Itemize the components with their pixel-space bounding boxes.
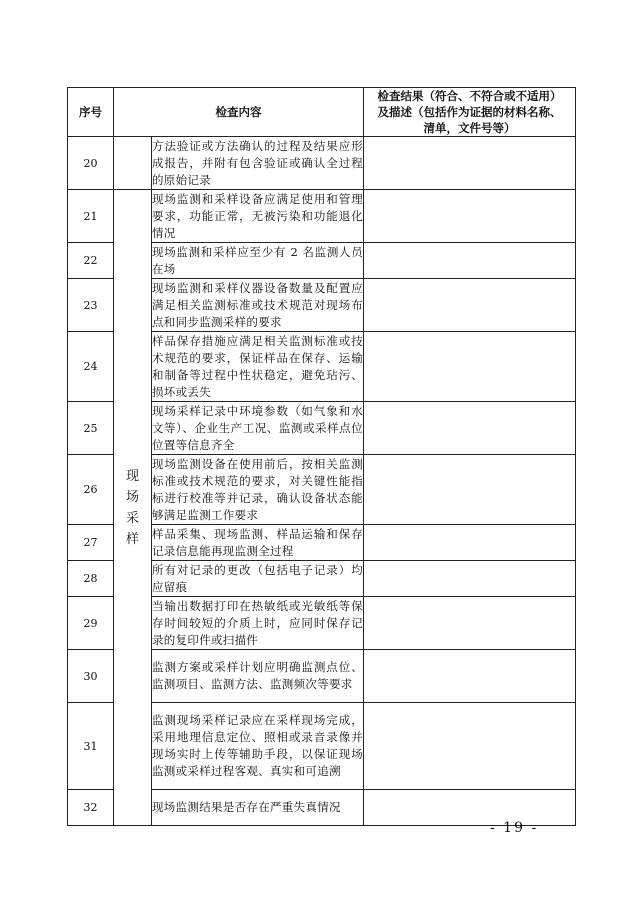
- category-cell-empty: [114, 137, 152, 190]
- row-result: [364, 790, 576, 826]
- checklist-table: [67, 87, 576, 826]
- row-seq: 21: [68, 190, 114, 243]
- category-cell: [114, 190, 152, 826]
- row-result: [364, 597, 576, 650]
- row-seq: 30: [68, 650, 114, 703]
- page-number: - 19 -: [490, 820, 539, 836]
- row-result: [364, 279, 576, 332]
- row-content: 现场监测设备在使用前后，按相关监测标准或技术规范的要求，对关键性能指标进行校准等并记录，确认设备状态能够满足监测工作要求: [152, 455, 364, 525]
- row-result: [364, 703, 576, 790]
- row-content: 监测方案或采样计划应明确监测点位、监测项目、监测方法、监测频次等要求: [152, 650, 364, 703]
- row-seq: 32: [68, 790, 114, 826]
- row-seq: 28: [68, 561, 114, 597]
- row-seq: 20: [68, 137, 114, 190]
- row-seq: 29: [68, 597, 114, 650]
- row-content: 监测现场采样记录应在采样现场完成，采用地理信息定位、照相或录音录像并现场实时上传等辅助手段，以保证现场监测或采样过程客观、真实和可追溯: [152, 703, 364, 790]
- row-content: 样品采集、现场监测、样品运输和保存记录信息能再现监测全过程: [152, 525, 364, 561]
- row-content: 当输出数据打印在热敏纸或光敏纸等保存时间较短的介质上时，应同时保存记录的复印件或扫描件: [152, 597, 364, 650]
- row-result: [364, 650, 576, 703]
- row-result: [364, 332, 576, 402]
- row-content: 方法验证或方法确认的过程及结果应形成报告，并附有包含验证或确认全过程的原始记录: [152, 137, 364, 190]
- header-row: [68, 88, 576, 137]
- row-result: [364, 137, 576, 190]
- row-seq: 26: [68, 455, 114, 525]
- result-header: [364, 88, 576, 137]
- seq-header: 序号: [68, 88, 114, 137]
- category-label: 现场采样: [125, 468, 139, 547]
- row-content: 现场监测和采样仪器设备数量及配置应满足相关监测标准或技术规范对现场布点和同步监测采样的要求: [152, 279, 364, 332]
- row-content: 所有对记录的更改（包括电子记录）均应留痕: [152, 561, 364, 597]
- row-result: [364, 455, 576, 525]
- result-header-line2: 及描述（包括作为证据的材料名称、: [377, 105, 562, 119]
- row-seq: 31: [68, 703, 114, 790]
- row-content: 现场监测和采样应至少有 2 名监测人员在场: [152, 243, 364, 279]
- row-seq: 27: [68, 525, 114, 561]
- row-seq: 25: [68, 402, 114, 455]
- table-row: [68, 137, 576, 190]
- row-content: 现场监测结果是否存在严重失真情况: [152, 790, 364, 826]
- row-result: [364, 561, 576, 597]
- result-header-line3: 清单，文件号等）: [423, 121, 516, 135]
- row-content: 现场采样记录中环境参数（如气象和水文等）、企业生产工况、监测或采样点位位置等信息齐全: [152, 402, 364, 455]
- content-header: 检查内容: [114, 88, 364, 137]
- table-row: [68, 190, 576, 243]
- row-result: [364, 243, 576, 279]
- result-header-line1: 检查结果（符合、不符合或不适用）: [377, 89, 562, 103]
- row-result: [364, 525, 576, 561]
- row-seq: 24: [68, 332, 114, 402]
- row-seq: 22: [68, 243, 114, 279]
- row-content: 样品保存措施应满足相关监测标准或技术规范的要求，保证样品在保存、运输和制备等过程中性状稳定，避免玷污、损坏或丢失: [152, 332, 364, 402]
- row-seq: 23: [68, 279, 114, 332]
- row-content: 现场监测和采样设备应满足使用和管理要求，功能正常，无被污染和功能退化情况: [152, 190, 364, 243]
- row-result: [364, 190, 576, 243]
- row-result: [364, 402, 576, 455]
